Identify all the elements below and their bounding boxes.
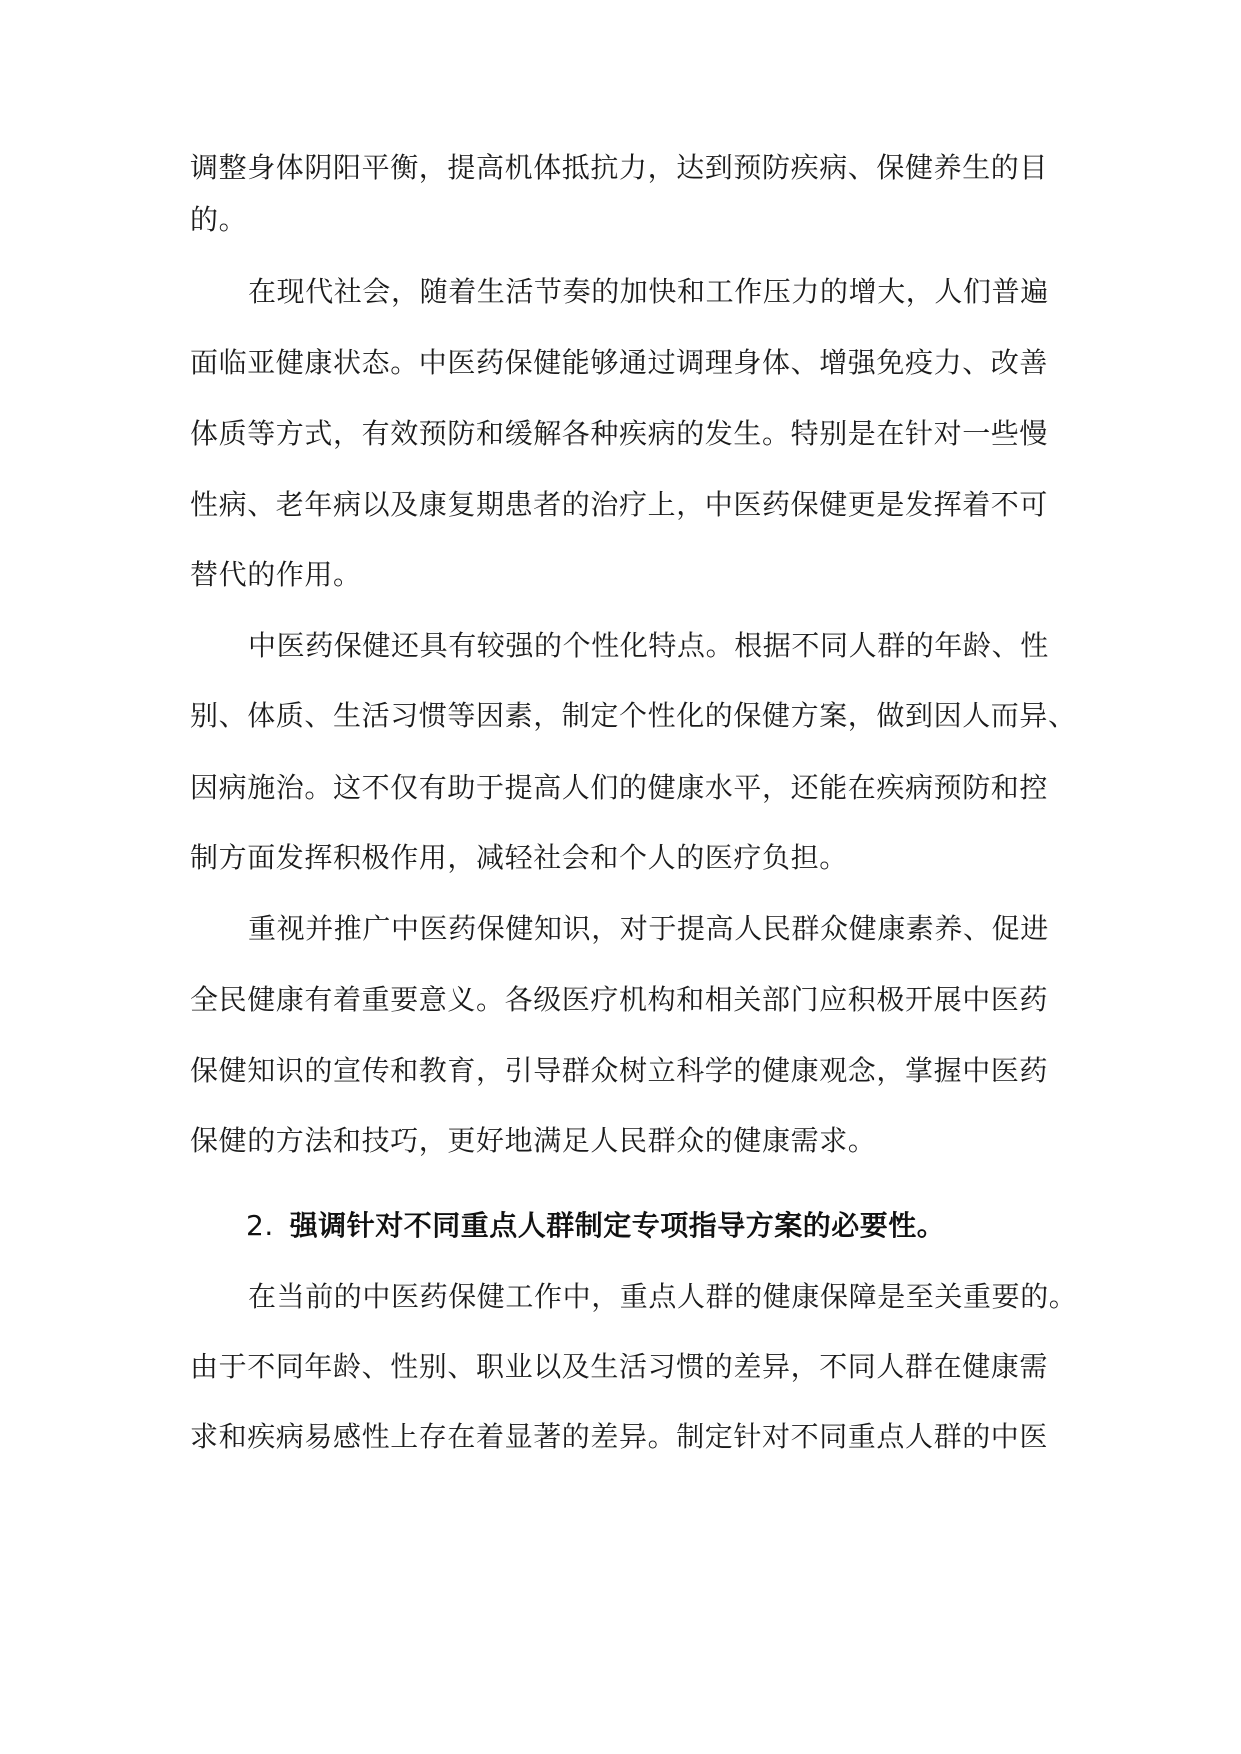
paragraph-line: 体质等方式，有效预防和缓解各种疾病的发生。特别是在针对一些慢 — [190, 417, 1049, 450]
paragraph-line: 别、体质、生活习惯等因素，制定个性化的保健方案，做到因人而异、 — [190, 699, 1077, 732]
paragraph-line: 求和疾病易感性上存在着显著的差异。制定针对不同重点人群的中医 — [190, 1420, 1049, 1453]
paragraph-line: 保健的方法和技巧，更好地满足人民群众的健康需求。 — [190, 1124, 877, 1157]
paragraph-line: 制方面发挥积极作用，减轻社会和个人的医疗负担。 — [190, 841, 848, 874]
paragraph-line: 因病施治。这不仅有助于提高人们的健康水平，还能在疾病预防和控 — [190, 771, 1049, 804]
paragraph-line: 保健知识的宣传和教育，引导群众树立科学的健康观念，掌握中医药 — [190, 1054, 1049, 1087]
paragraph-line: 由于不同年龄、性别、职业以及生活习惯的差异，不同人群在健康需 — [190, 1350, 1049, 1383]
paragraph-line: 的。 — [190, 203, 248, 236]
paragraph-line: 调整身体阴阳平衡，提高机体抵抗力，达到预防疾病、保健养生的目 — [190, 151, 1049, 184]
paragraph-line: 性病、老年病以及康复期患者的治疗上，中医药保健更是发挥着不可 — [190, 488, 1049, 521]
paragraph-line: 重视并推广中医药保健知识，对于提高人民群众健康素养、促进 — [248, 912, 1049, 945]
paragraph-line: 替代的作用。 — [190, 558, 362, 591]
paragraph-line: 面临亚健康状态。中医药保健能够通过调理身体、增强免疫力、改善 — [190, 346, 1049, 379]
paragraph-line: 全民健康有着重要意义。各级医疗机构和相关部门应积极开展中医药 — [190, 983, 1049, 1016]
section-heading — [246, 1206, 945, 1246]
paragraph-line: 中医药保健还具有较强的个性化特点。根据不同人群的年龄、性 — [248, 629, 1049, 662]
paragraph-line: 在当前的中医药保健工作中，重点人群的健康保障是至关重要的。 — [248, 1280, 1078, 1313]
section-number: 2. — [246, 1209, 274, 1242]
section-title: 强调针对不同重点人群制定专项指导方案的必要性。 — [289, 1209, 946, 1242]
paragraph-line: 在现代社会，随着生活节奏的加快和工作压力的增大，人们普遍 — [248, 275, 1049, 308]
